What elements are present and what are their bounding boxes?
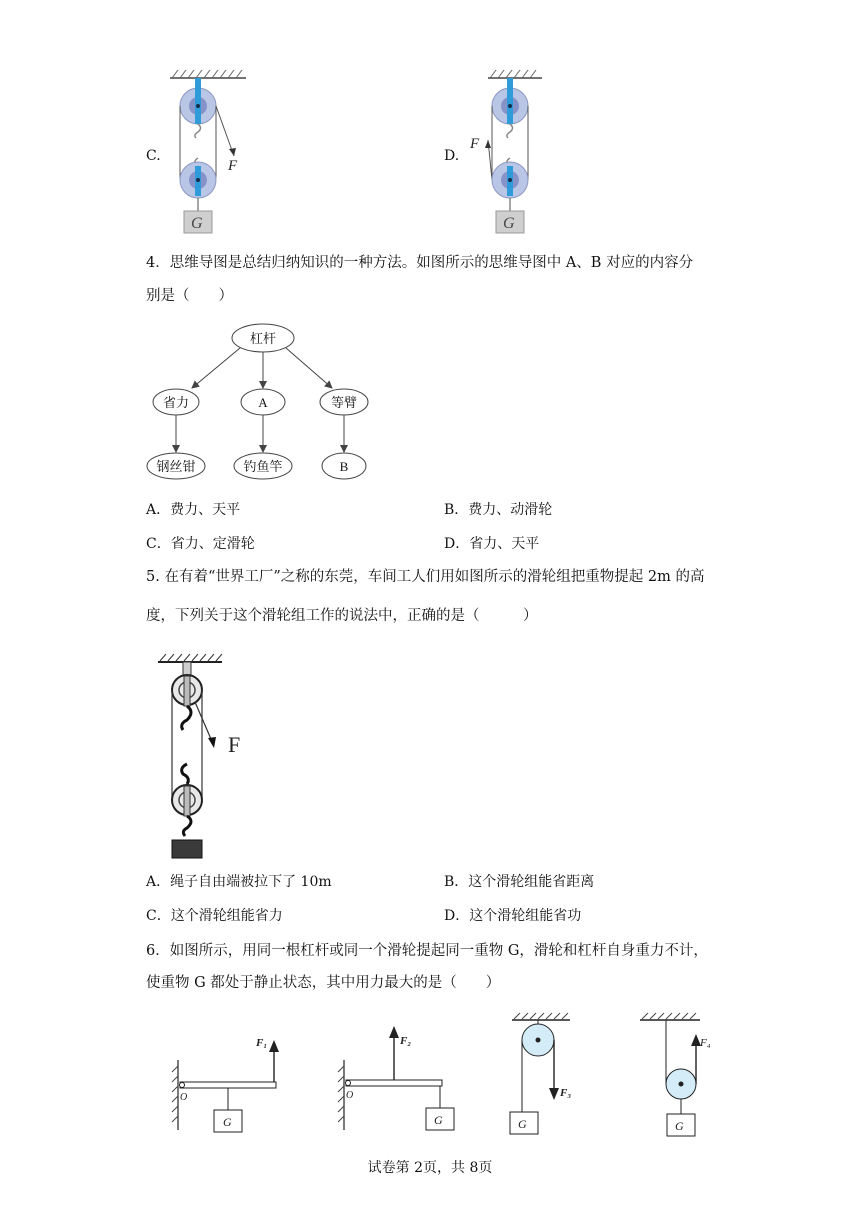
mindmap-l1-text-1: A — [258, 395, 268, 410]
option-c-label: C. — [146, 148, 161, 164]
q6-stem-line1: 6．如图所示，用同一根杠杆或同一个滑轮提起同一重物 G，滑轮和杠杆自身重力不计， — [146, 943, 708, 959]
force-label-c: F — [228, 158, 238, 174]
option-d-label: D. — [444, 148, 460, 164]
page-footer: 试卷第 2页，共 8页 — [367, 1160, 493, 1176]
q4-stem-line2: 别是（ ） — [146, 288, 233, 304]
pulley-diagram-c — [164, 66, 254, 238]
weight-label-2: G — [434, 1113, 443, 1127]
q5-stem-line2: 度，下列关于这个滑轮组工作的说法中，正确的是（ ） — [146, 608, 538, 624]
q4-option-a: A．费力、天平 — [146, 502, 241, 518]
mindmap-l2-text-2: B — [339, 459, 349, 474]
mindmap-root-text: 杠杆 — [249, 331, 277, 346]
q5-option-d: D．这个滑轮组能省功 — [444, 908, 582, 924]
q4-option-d: D．省力、天平 — [444, 536, 540, 552]
pivot-label-2: O — [346, 1090, 354, 1101]
pulley-block-diagram — [150, 652, 260, 864]
mindmap-l2-text-0: 钢丝钳 — [156, 459, 196, 474]
weight-label-c: G — [191, 215, 203, 232]
force-label-1: F₁ — [256, 1037, 268, 1049]
q4-option-b: B．费力、动滑轮 — [444, 502, 553, 518]
lever-diagram-1 — [168, 1030, 288, 1140]
force-label-4: F₄ — [700, 1037, 711, 1049]
weight-label-d: G — [503, 215, 515, 232]
force-label-2: F₂ — [400, 1035, 412, 1047]
q6-stem-line2: 使重物 G 都处于静止状态，其中用力最大的是（ ） — [146, 975, 501, 991]
q5-option-c: C．这个滑轮组能省力 — [146, 908, 283, 924]
q5-option-b: B．这个滑轮组能省距离 — [444, 874, 595, 890]
q4-stem-line1: 4．思维导图是总结归纳知识的一种方法。如图所示的思维导图中 A、B 对应的内容分 — [146, 255, 694, 271]
movable-pulley-diagram — [636, 1008, 726, 1140]
q5-force-label: F — [228, 732, 241, 757]
mindmap-l1-text-2: 等臂 — [330, 395, 358, 410]
force-label-d: F — [470, 136, 480, 152]
mindmap-l1-text-0: 省力 — [162, 395, 190, 410]
lever-diagram-2 — [334, 1022, 464, 1140]
q5-stem-line1: 5. 在有着“世界工厂”之称的东莞，车间工人们用如图所示的滑轮组把重物提起 2m 的高 — [146, 569, 705, 585]
weight-label-1: G — [223, 1115, 232, 1129]
pulley-diagram-d — [466, 66, 556, 238]
weight-label-3: G — [518, 1117, 527, 1131]
q4-option-c: C．省力、定滑轮 — [146, 536, 255, 552]
pivot-label-1: O — [180, 1092, 188, 1103]
mindmap-l2-text-1: 钓鱼竿 — [243, 459, 283, 474]
mind-map — [140, 318, 380, 488]
q5-option-a: A．绳子自由端被拉下了 10m — [146, 874, 332, 890]
weight-label-4: G — [675, 1119, 684, 1133]
fixed-pulley-diagram — [504, 1008, 584, 1138]
force-label-3: F₃ — [560, 1087, 572, 1099]
